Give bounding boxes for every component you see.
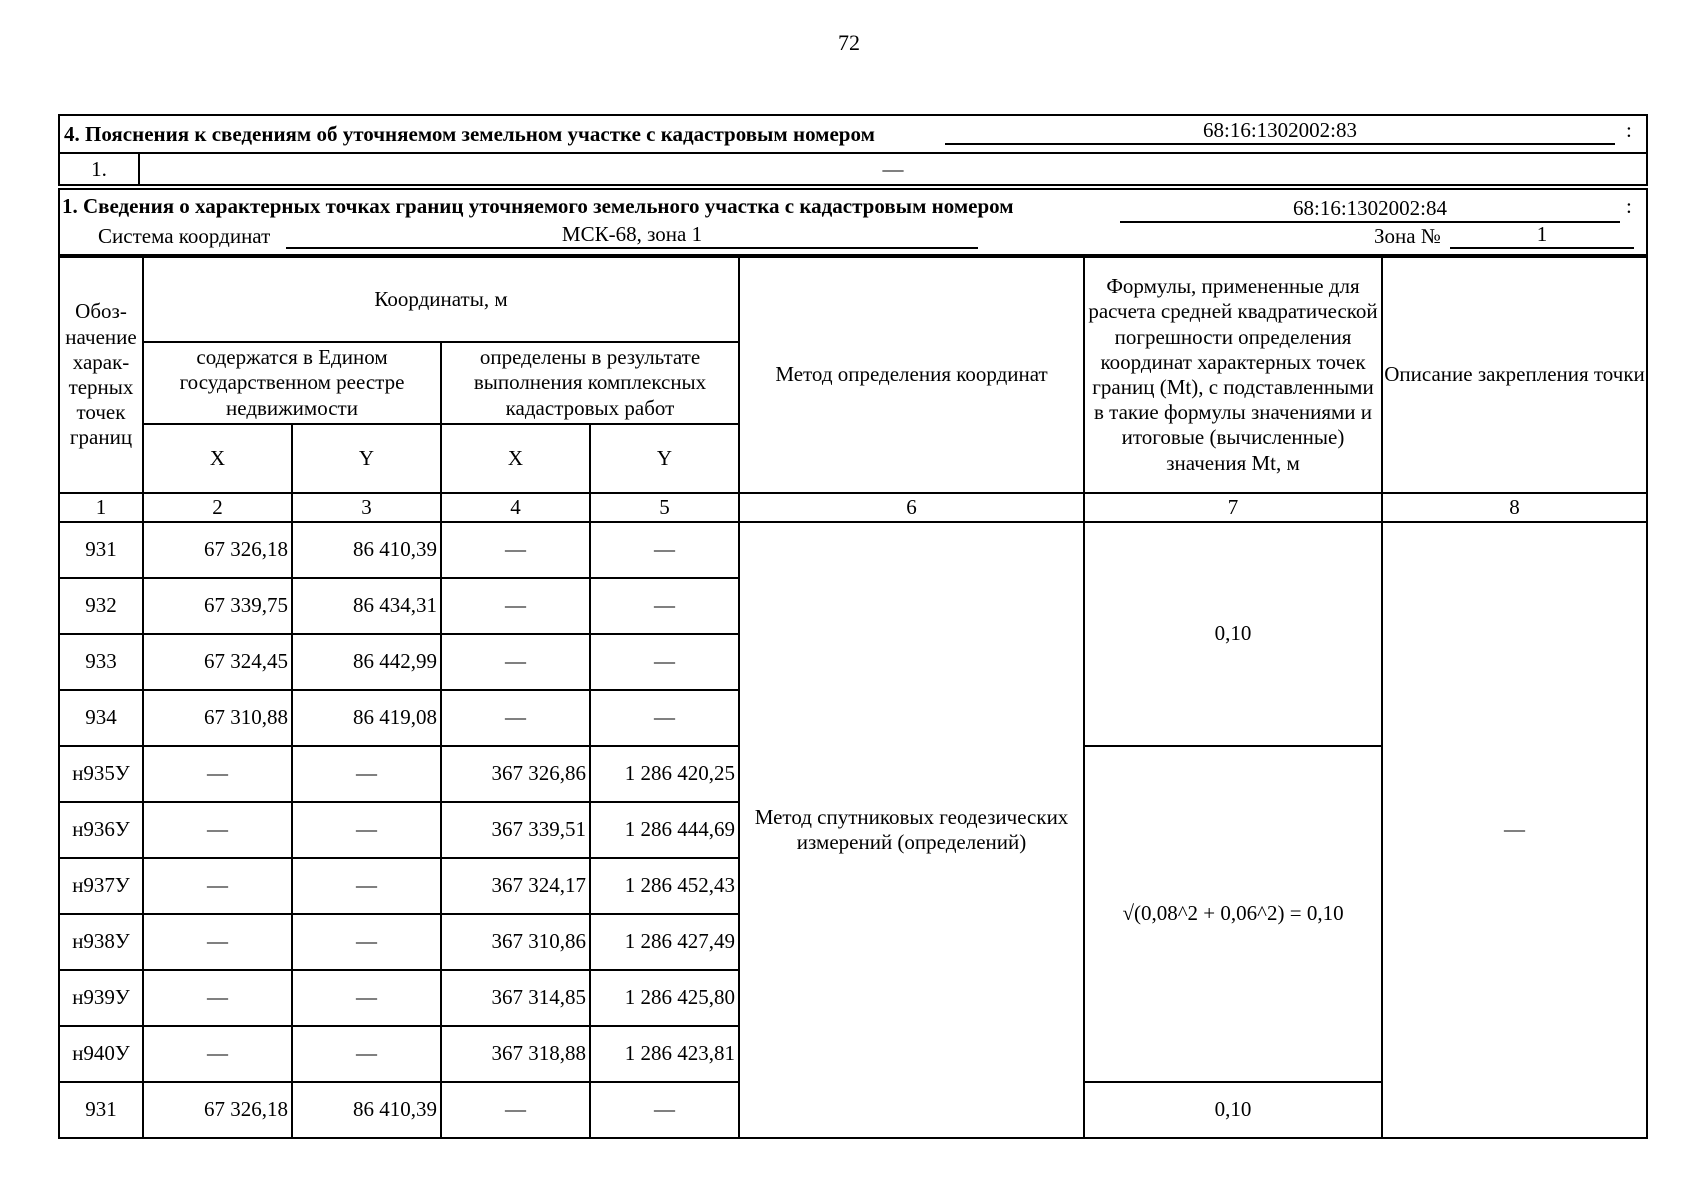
- index-cell: 4: [441, 493, 590, 522]
- formula-cell-2: √(0,08^2 + 0,06^2) = 0,10: [1084, 746, 1382, 1082]
- col-point-header: Обоз-начение харак-терных точек границ: [59, 257, 143, 493]
- y2-header: Y: [590, 424, 739, 493]
- egrn-x: —: [143, 1026, 292, 1082]
- kkr-x: 367 339,51: [441, 802, 590, 858]
- kkr-x: 367 314,85: [441, 970, 590, 1026]
- section1-cadastral-number: 68:16:1302002:84: [1120, 196, 1620, 223]
- egrn-x: —: [143, 970, 292, 1026]
- method-header: Метод определения координат: [739, 257, 1084, 493]
- egrn-y: 86 442,99: [292, 634, 441, 690]
- kkr-x: 367 310,86: [441, 914, 590, 970]
- kkr-y: 1 286 425,80: [590, 970, 739, 1026]
- y1-header: Y: [292, 424, 441, 493]
- point-id: 933: [59, 634, 143, 690]
- egrn-y: 86 410,39: [292, 1082, 441, 1138]
- point-id: н936У: [59, 802, 143, 858]
- formula-cell-3: 0,10: [1084, 1082, 1382, 1138]
- point-id: 934: [59, 690, 143, 746]
- section4-title: 4. Пояснения к сведениям об уточняемом земельном участке с кадастровым номером: [64, 121, 875, 146]
- egrn-y: —: [292, 914, 441, 970]
- kkr-y: —: [590, 690, 739, 746]
- index-cell: 6: [739, 493, 1084, 522]
- kkr-y: 1 286 452,43: [590, 858, 739, 914]
- kkr-y: 1 286 423,81: [590, 1026, 739, 1082]
- zone-value: 1: [1450, 222, 1634, 249]
- section4-row-value: —: [139, 153, 1647, 185]
- kkr-x: —: [441, 578, 590, 634]
- description-header: Описание закрепления точки: [1382, 257, 1647, 493]
- egrn-y: —: [292, 802, 441, 858]
- egrn-y: —: [292, 1026, 441, 1082]
- zone-label: Зона №: [1374, 224, 1441, 248]
- section4-header: [59, 115, 1647, 153]
- kkr-x: —: [441, 522, 590, 578]
- egrn-y: 86 419,08: [292, 690, 441, 746]
- point-id: н937У: [59, 858, 143, 914]
- page-number: 72: [838, 30, 860, 55]
- egrn-x: 67 310,88: [143, 690, 292, 746]
- point-id: н935У: [59, 746, 143, 802]
- coords-header: Координаты, м: [143, 257, 739, 342]
- index-cell: 3: [292, 493, 441, 522]
- egrn-y: 86 410,39: [292, 522, 441, 578]
- coord-system-label: Система координат: [98, 224, 271, 248]
- coord-system-value: МСК-68, зона 1: [286, 222, 978, 249]
- egrn-x: —: [143, 914, 292, 970]
- egrn-x: 67 326,18: [143, 522, 292, 578]
- egrn-y: —: [292, 858, 441, 914]
- section1-colon: :: [1626, 194, 1632, 218]
- index-cell: 1: [59, 493, 143, 522]
- point-id: н939У: [59, 970, 143, 1026]
- kkr-y: 1 286 444,69: [590, 802, 739, 858]
- point-id: 931: [59, 522, 143, 578]
- section4-row-index: 1.: [59, 153, 139, 185]
- kkr-y: —: [590, 1082, 739, 1138]
- egrn-y: —: [292, 746, 441, 802]
- egrn-x: 67 324,45: [143, 634, 292, 690]
- section4-table: [58, 114, 1648, 186]
- egrn-y: 86 434,31: [292, 578, 441, 634]
- formula-header: Формулы, примененные для расчета средней квадратической погрешности определения координат характерных точек границ (Mt), с подставленными в такие формулы значениями и итоговые (вычисленные) значения Mt, м: [1084, 257, 1382, 493]
- method-cell: Метод спутниковых геодезических измерений (определений): [739, 522, 1084, 1138]
- points-table: [58, 256, 1648, 1139]
- index-cell: 5: [590, 493, 739, 522]
- point-id: н940У: [59, 1026, 143, 1082]
- kkr-header: определены в результате выполнения комплексных кадастровых работ: [441, 342, 739, 425]
- point-id: 932: [59, 578, 143, 634]
- description-cell: —: [1382, 522, 1647, 1138]
- egrn-header: содержатся в Едином государственном реестре недвижимости: [143, 342, 441, 425]
- kkr-y: —: [590, 522, 739, 578]
- egrn-x: —: [143, 746, 292, 802]
- table-row: [59, 522, 1647, 578]
- index-cell: 8: [1382, 493, 1647, 522]
- kkr-x: 367 318,88: [441, 1026, 590, 1082]
- kkr-x: 367 324,17: [441, 858, 590, 914]
- document-frame: [58, 114, 1648, 1139]
- kkr-x: 367 326,86: [441, 746, 590, 802]
- kkr-y: 1 286 427,49: [590, 914, 739, 970]
- kkr-x: —: [441, 634, 590, 690]
- kkr-y: —: [590, 578, 739, 634]
- section1-title: 1. Сведения о характерных точках границ уточняемого земельного участка с кадастровым номером: [62, 194, 1014, 218]
- kkr-y: 1 286 420,25: [590, 746, 739, 802]
- egrn-x: —: [143, 802, 292, 858]
- egrn-x: —: [143, 858, 292, 914]
- kkr-y: —: [590, 634, 739, 690]
- x2-header: X: [441, 424, 590, 493]
- index-row: [59, 493, 1647, 522]
- egrn-x: 67 326,18: [143, 1082, 292, 1138]
- x1-header: X: [143, 424, 292, 493]
- index-cell: 7: [1084, 493, 1382, 522]
- kkr-x: —: [441, 690, 590, 746]
- section1-header: [58, 188, 1648, 256]
- section4-colon: :: [1626, 118, 1632, 142]
- egrn-x: 67 339,75: [143, 578, 292, 634]
- egrn-y: —: [292, 970, 441, 1026]
- index-cell: 2: [143, 493, 292, 522]
- section4-cadastral-number: 68:16:1302002:83: [945, 118, 1615, 145]
- formula-cell-1: 0,10: [1084, 522, 1382, 746]
- point-id: 931: [59, 1082, 143, 1138]
- kkr-x: —: [441, 1082, 590, 1138]
- point-id: н938У: [59, 914, 143, 970]
